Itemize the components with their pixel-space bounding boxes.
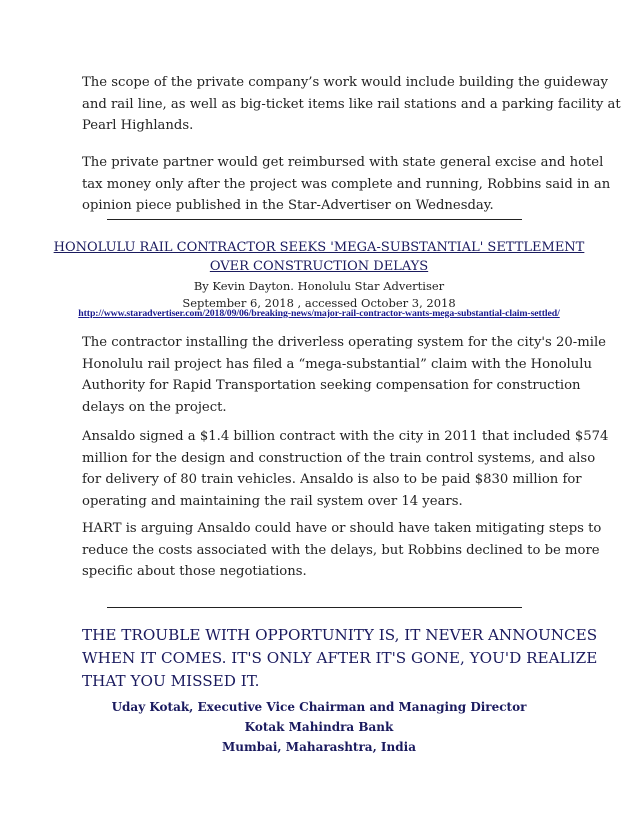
headline-line: HONOLULU RAIL CONTRACTOR SEEKS 'MEGA-SUBSTANTIAL' SETTLEMENT: [53, 240, 585, 255]
paragraph-reimbursement: [82, 152, 611, 217]
text-line: The scope of the private company’s work would include building the guideway: [82, 75, 608, 90]
paragraph-scope: [82, 72, 621, 137]
quote-line: WHEN IT COMES. IT'S ONLY AFTER IT'S GONE, YOU'D REALIZE: [82, 649, 598, 667]
quote-line: THAT YOU MISSED IT.: [82, 672, 260, 690]
divider-rule: [107, 607, 522, 608]
quote-attribution: [40, 697, 598, 757]
text-line: Honolulu rail project has filed a “mega-substantial” claim with the Honolulu: [82, 356, 592, 372]
article-headline: [40, 238, 598, 276]
quote-line: THE TROUBLE WITH OPPORTUNITY IS, IT NEVER ANNOUNCES: [82, 626, 598, 644]
paragraph-claim: [82, 332, 606, 418]
attribution-company: Kotak Mahindra Bank: [244, 720, 394, 734]
divider-rule: [107, 219, 522, 220]
attribution-location: Mumbai, Maharashtra, India: [222, 740, 416, 754]
text-line: Authority for Rapid Transportation seeking compensation for construction: [82, 378, 581, 393]
text-line: The private partner would get reimbursed with state general excise and hotel: [82, 155, 604, 170]
text-line: for delivery of 80 train vehicles. Ansaldo is also to be paid $830 million for: [82, 472, 582, 487]
text-line: delays on the project.: [82, 399, 227, 415]
attribution-name: Uday Kotak, Executive Vice Chairman and Managing Director: [111, 700, 527, 714]
text-line: specific about those negotiations.: [82, 564, 307, 579]
text-line: Pearl Highlands.: [82, 118, 194, 133]
text-line: reduce the costs associated with the delays, but Robbins declined to be more: [82, 542, 600, 558]
text-line: Ansaldo signed a $1.4 billion contract with the city in 2011 that included $574: [82, 429, 609, 444]
article-dates: September 6, 2018 , accessed October 3, 2018: [182, 296, 456, 310]
text-line: The contractor installing the driverless operating system for the city's 20-mile: [82, 335, 606, 350]
opportunity-quote: [82, 624, 598, 693]
text-line: HART is arguing Ansaldo could have or should have taken mitigating steps to: [82, 521, 602, 536]
paragraph-hart: [82, 518, 602, 583]
article-byline: By Kevin Dayton. Honolulu Star Advertiser: [193, 279, 445, 293]
text-line: tax money only after the project was complete and running, Robbins said in an: [82, 176, 611, 192]
text-line: and rail line, as well as big-ticket items like rail stations and a parking facility at: [82, 96, 621, 112]
text-line: opinion piece published in the Star-Advertiser on Wednesday.: [82, 198, 494, 213]
text-line: million for the design and construction of the train control systems, and also: [82, 450, 596, 466]
paragraph-contract: [82, 426, 609, 512]
article-url-link[interactable]: http://www.staradvertiser.com/2018/09/06/breaking-news/major-rail-contractor-wants-mega-substantial-claim-settled/: [78, 308, 560, 319]
headline-line: OVER CONSTRUCTION DELAYS: [209, 259, 429, 274]
text-line: operating and maintaining the rail system over 14 years.: [82, 493, 463, 509]
